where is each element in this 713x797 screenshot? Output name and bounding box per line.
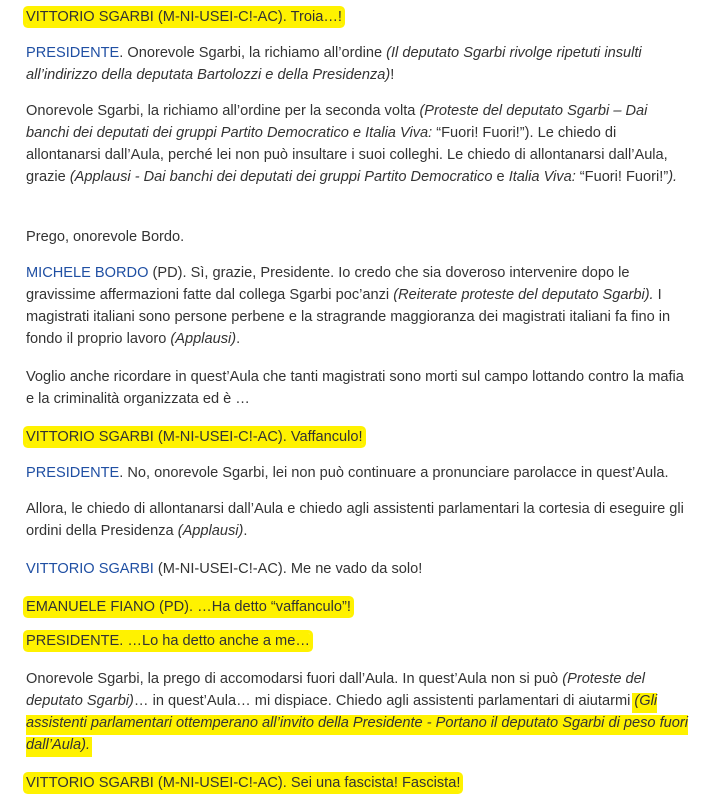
speaker-name: PRESIDENTE — [26, 633, 120, 649]
quote: “Fuori! Fuori!” — [575, 169, 669, 185]
speech-text: (PD). Sì, grazie, Presidente. Io credo che sia doveroso intervenire dopo le gravissime affermazioni fatte dal collega Sgarbi poc’anzi — [26, 265, 630, 303]
stage-note: (Applausi - Dai banchi dei deputati dei gruppi Partito Democratico — [69, 169, 493, 185]
highlight — [26, 633, 310, 649]
speaker-name: VITTORIO SGARBI — [26, 561, 154, 577]
speaker-name: PRESIDENTE — [26, 465, 120, 481]
speaker-name: VITTORIO SGARBI — [26, 429, 154, 445]
speaker-name: VITTORIO SGARBI — [26, 775, 154, 791]
speech-text: . …Lo ha detto anche a me… — [119, 633, 310, 649]
highlight — [26, 429, 363, 445]
paragraph-sgarbi-2 — [26, 426, 690, 448]
paragraph-presidente-5 — [26, 630, 690, 652]
speech-text: . No, onorevole Sgarbi, lei non può continuare a pronunciare parolacce in quest’Aula. — [119, 465, 669, 481]
speech-text: Troia…! — [286, 9, 342, 25]
stage-note: (Proteste del deputato Sgarbi) — [26, 671, 645, 709]
paragraph-sgarbi-1 — [26, 6, 690, 28]
paragraph-presidente-1 — [26, 42, 690, 86]
speaker-name: MICHELE BORDO — [26, 265, 149, 281]
paragraph-presidente-4 — [26, 498, 690, 542]
stage-note: ). — [668, 169, 678, 185]
speaker-name: EMANUELE FIANO — [26, 599, 155, 615]
speech-text: … in quest’Aula… mi dispiace. Chiedo agli assistenti parlamentari di aiutarmi — [133, 693, 635, 709]
speech-text: e — [492, 169, 509, 185]
speech-text: Prego, onorevole Bordo. — [26, 229, 185, 245]
speaker-name: VITTORIO SGARBI — [26, 9, 154, 25]
speaker-group: (M-NI-USEI-C!-AC). — [157, 775, 287, 791]
stage-note: (Applausi) — [170, 331, 237, 347]
stage-note: (Il deputato Sgarbi rivolge ripetuti insulti all’indirizzo della deputata Bartolozzi e della Presidenza) — [26, 45, 642, 83]
paragraph-prego — [26, 226, 690, 248]
paragraph-presidente-6 — [26, 668, 690, 756]
speech-text: Voglio anche ricordare in quest’Aula che tanti magistrati sono morti sul campo lottando contro la mafia e la criminalità organizzata ed è … — [26, 369, 684, 407]
paragraph-presidente-3 — [26, 462, 690, 484]
speech-text: Vaffanculo! — [286, 429, 363, 445]
speech-text: I magistrati italiani sono persone perbene e la stragrande maggioranza dei magistrati italiani fa fino in fondo il proprio lavoro — [26, 287, 671, 347]
speech-text: (PD). …Ha detto “vaffanculo”! — [154, 599, 351, 615]
quote: “Fuori! Fuori!” — [436, 125, 525, 141]
stage-note: Italia Viva: — [508, 169, 576, 185]
speaker-group: (M-NI-USEI-C!-AC). — [157, 429, 287, 445]
speech-text: (M-NI-USEI-C!-AC). Me ne vado da solo! — [153, 561, 423, 577]
paragraph-sgarbi-4 — [26, 772, 690, 794]
speech-text: . — [236, 331, 241, 347]
highlight — [26, 599, 351, 615]
paragraph-sgarbi-3 — [26, 558, 690, 580]
speech-text: . — [243, 523, 248, 539]
paragraph-bordo — [26, 262, 690, 350]
speech-text: Onorevole Sgarbi, la richiamo all’ordine per la seconda volta — [26, 103, 420, 119]
speaker-name: PRESIDENTE — [26, 45, 120, 61]
stage-note: (Reiterate proteste del deputato Sgarbi). — [393, 287, 654, 303]
speech-text: Allora, le chiedo di allontanarsi dall’Aula e chiedo agli assistenti parlamentari la cortesia di eseguire gli ordini della Presidenza — [26, 501, 684, 539]
paragraph-bordo-2 — [26, 366, 690, 410]
paragraph-fiano — [26, 596, 690, 618]
stage-note: (Applausi) — [177, 523, 244, 539]
paragraph-presidente-2 — [26, 100, 690, 188]
speech-text: Onorevole Sgarbi, la prego di accomodarsi fuori dall’Aula. In quest’Aula non si può — [26, 671, 563, 687]
highlight — [26, 775, 460, 791]
speech-text: Sei una fascista! Fascista! — [286, 775, 461, 791]
stage-note: (Proteste del deputato Sgarbi – Dai banchi dei deputati dei gruppi Partito Democratico e Italia Viva: — [26, 103, 648, 141]
highlight — [26, 9, 342, 25]
stage-note-highlighted: (Gli assistenti parlamentari ottemperano all’invito della Presidente - Portano il deputato Sgarbi di peso fuori dall’Aula). — [26, 693, 688, 753]
speaker-group: (M-NI-USEI-C!-AC). — [157, 9, 287, 25]
speech-text: ). Le chiedo di allontanarsi dall’Aula, perché lei non può insultare i suoi colleghi. Le chiedo di allontanarsi dall’Aula, grazie — [26, 125, 668, 185]
speech-text: ! — [390, 67, 395, 83]
speech-text: . Onorevole Sgarbi, la richiamo all’ordine — [119, 45, 387, 61]
